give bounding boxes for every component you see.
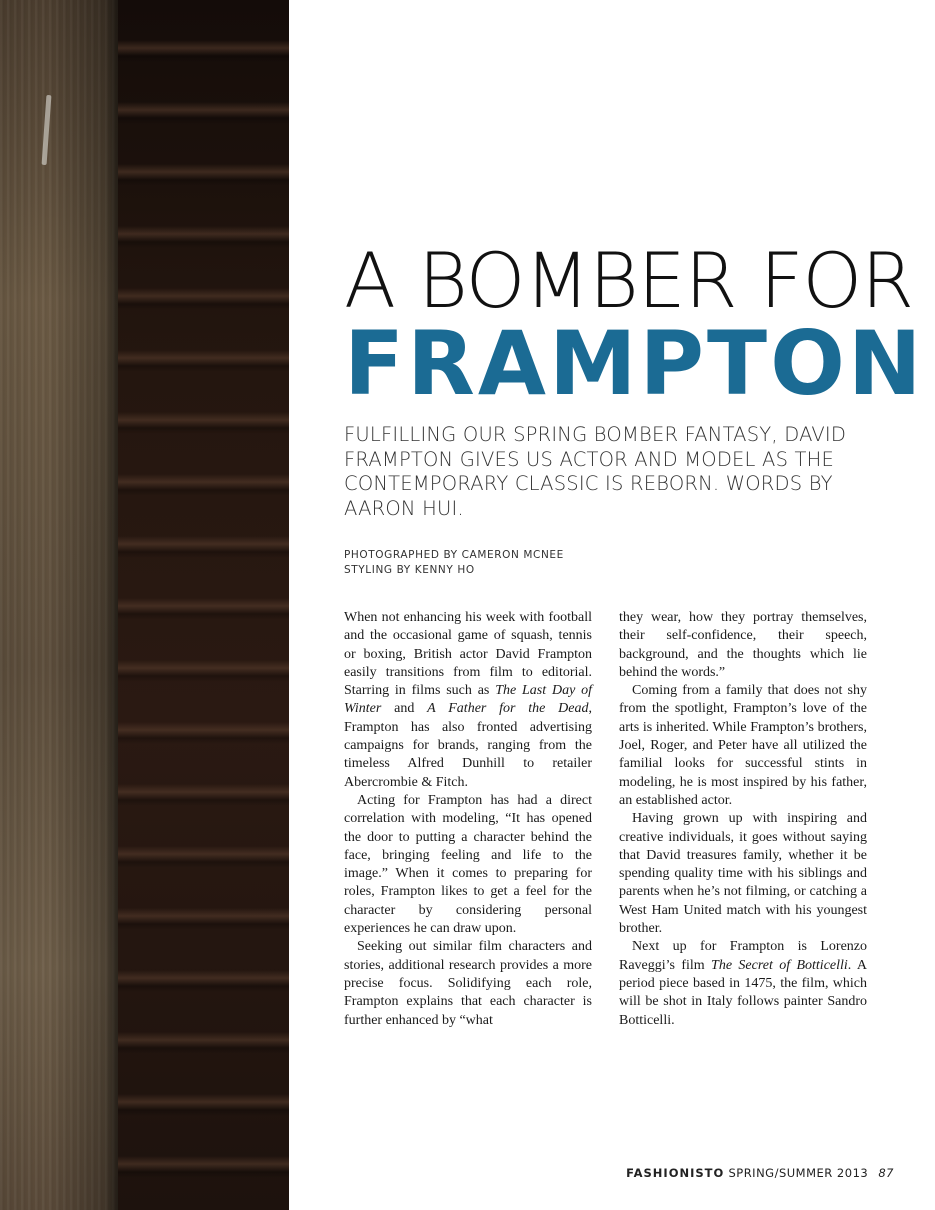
dark-background bbox=[118, 0, 289, 1210]
body-column-2 bbox=[619, 609, 867, 1030]
text-run: , Frampton has also fronted advertising campaigns for brands, ranging from the timeless Alfred Dunhill to retailer Abercrombie & Fitch. bbox=[344, 701, 593, 790]
issue-label: SPRING/SUMMER 2013 bbox=[728, 1166, 869, 1180]
film-title: The Last Day of Winter bbox=[344, 683, 592, 717]
body-column-1 bbox=[344, 609, 592, 1030]
wood-beam bbox=[0, 0, 118, 1210]
paragraph: Acting for Frampton has had a direct correlation with modeling, “It has opened the door to putting a character behind the face, bringing feeling and life to the image.” When it comes to preparing for roles, Frampton likes to get a feel for the character by considering personal experiences he can draw upon. bbox=[344, 792, 592, 937]
cover-photo bbox=[0, 0, 289, 1210]
magazine-name: FASHIONISTO bbox=[626, 1166, 725, 1180]
paragraph: they wear, how they portray themselves, their self-confidence, their speech, background, and the thoughts which lie behind the words.” bbox=[619, 610, 867, 680]
paragraph bbox=[344, 609, 592, 792]
styling-credit: STYLING BY KENNY HO bbox=[344, 564, 475, 576]
paragraph: Having grown up with inspiring and creative individuals, it goes without saying that David treasures family, whether it be spending quality time with his siblings and parents when he’s not filming, or catching a West Ham United match with his youngest brother. bbox=[619, 811, 867, 937]
paragraph: Seeking out similar film characters and stories, additional research provides a more precise focus. Solidifying each role, Frampton explains that each character is further enhanced by “what bbox=[344, 939, 592, 1028]
headline-line-2: FRAMPTON bbox=[344, 312, 925, 415]
film-title: A Father for the Dead bbox=[427, 701, 589, 717]
credits bbox=[344, 548, 644, 578]
film-title: The Secret of Botticelli bbox=[711, 957, 848, 973]
paragraph bbox=[619, 938, 867, 1029]
photographer-credit: PHOTOGRAPHED BY CAMERON MCNEE bbox=[344, 549, 564, 561]
page-number: 87 bbox=[878, 1166, 894, 1180]
text-run: . A period piece based in 1475, the film, which will be shot in Italy follows painter Sandro Botticelli. bbox=[619, 957, 867, 1028]
text-run: When not enhancing his week with football and the occasional game of squash, tennis or boxing, British actor David Frampton easily transitions from film to editorial. Starring in films such as bbox=[344, 610, 592, 699]
paragraph: Coming from a family that does not shy from the spotlight, Frampton’s love of the arts is inherited. While Frampton’s brothers, Joel, Roger, and Peter have all utilized the familial looks for successful stints in modeling, he is most inspired by his father, an established actor. bbox=[619, 683, 867, 808]
folio bbox=[626, 1166, 894, 1180]
text-run: and bbox=[381, 701, 428, 717]
text-run: Next up for Frampton is Lorenzo Raveggi’s film bbox=[619, 939, 867, 973]
headline-line-1: A BOMBER FOR bbox=[344, 236, 914, 325]
standfirst: FULFILLING OUR SPRING BOMBER FANTASY, DAVID FRAMPTON GIVES US ACTOR AND MODEL AS THE CONTEMPORARY CLASSIC IS REBORN. WORDS BY AARON HUI. bbox=[344, 423, 847, 520]
